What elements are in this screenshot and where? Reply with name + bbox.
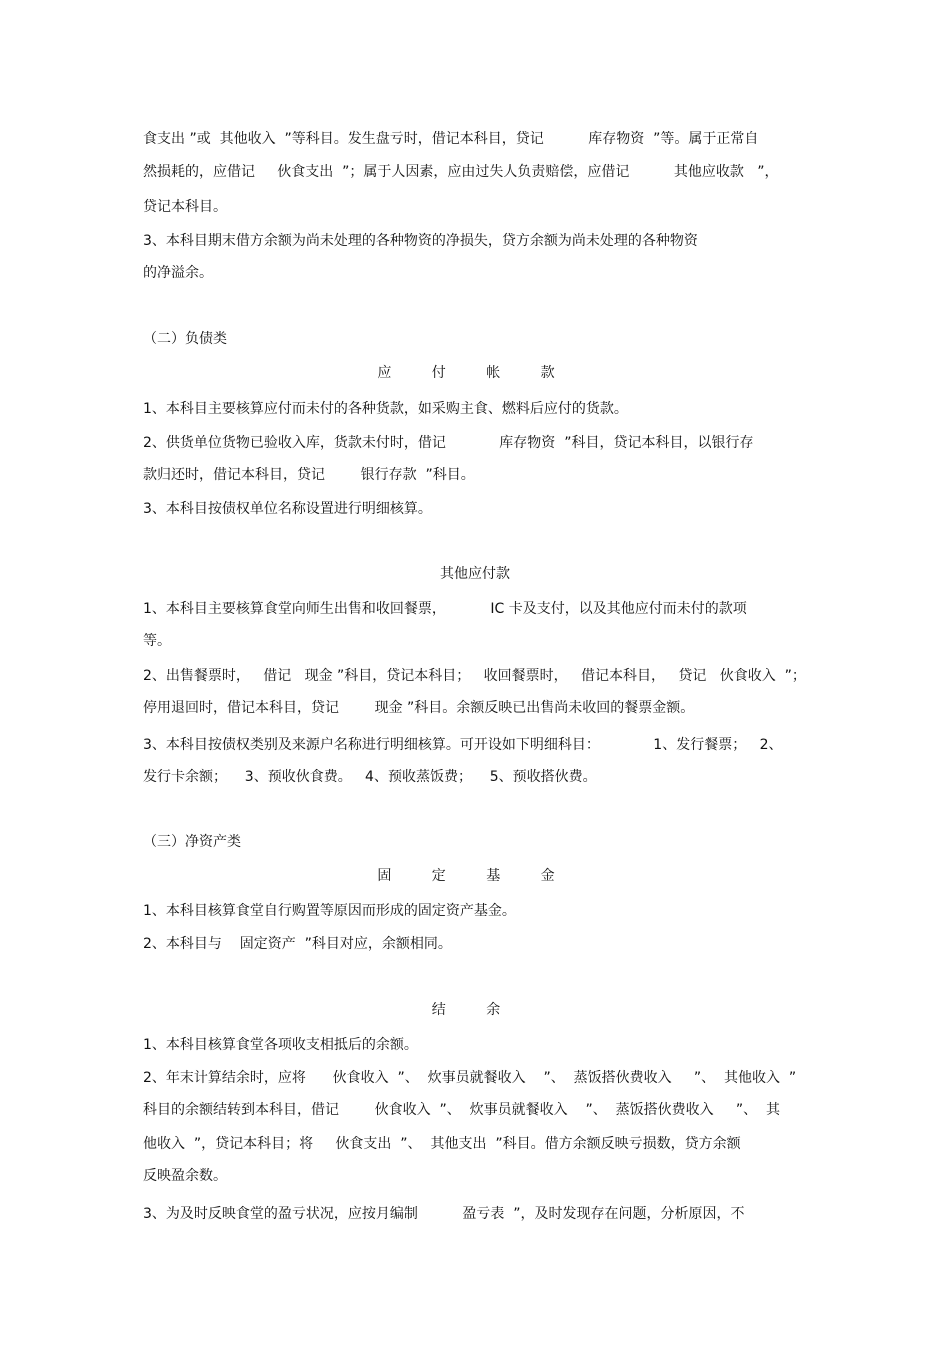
subject-title: 结 余 bbox=[431, 1002, 519, 1018]
text-line: 的净溢余。 bbox=[143, 265, 213, 281]
text-line: 反映盈余数。 bbox=[143, 1168, 227, 1184]
text-line: 2、供货单位货物已验收入库，货款未付时，借记 库存物资 ”科目，贷记本科目，以银行存 bbox=[143, 435, 754, 451]
text-line: 1、本科目核算食堂各项收支相抵后的余额。 bbox=[143, 1037, 418, 1053]
section-heading: （二）负债类 bbox=[143, 331, 227, 347]
text-line: 2、年末计算结余时，应将 伙食收入 ”、 炊事员就餐收入 ”、 蒸饭搭伙费收入 ”、 其他收入 ” bbox=[143, 1070, 797, 1086]
text-line: 1、本科目主要核算食堂向师生出售和收回餐票， IC 卡及支付，以及其他应付而未付的款项 bbox=[143, 601, 747, 617]
text-line: 款归还时，借记本科目，贷记 银行存款 ”科目。 bbox=[143, 467, 475, 483]
text-line: 科目的余额结转到本科目，借记 伙食收入 ”、 炊事员就餐收入 ”、 蒸饭搭伙费收入 ”、 其 bbox=[143, 1102, 781, 1118]
text-line: 等。 bbox=[143, 633, 171, 649]
text-line: 然损耗的，应借记 伙食支出 ”；属于人因素，应由过失人负责赔偿，应借记 其他应收款 ”， bbox=[143, 164, 779, 180]
subject-title: 其他应付款 bbox=[440, 566, 510, 582]
text-line: 3、本科目按债权类别及来源户名称进行明细核算。可开设如下明细科目： 1、发行餐票； 2、 bbox=[143, 737, 783, 753]
text-line: 2、本科目与 固定资产 ”科目对应，余额相同。 bbox=[143, 936, 452, 952]
text-line: 1、本科目核算食堂自行购置等原因而形成的固定资产基金。 bbox=[143, 903, 516, 919]
text-line: 贷记本科目。 bbox=[143, 199, 227, 215]
section-heading: （三）净资产类 bbox=[143, 834, 241, 850]
text-line: 2、出售餐票时， 借记 现金 ”科目，贷记本科目； 收回餐票时， 借记本科目， 贷记 伙食收入 ”； bbox=[143, 668, 806, 684]
subject-title: 固 定 基 金 bbox=[377, 868, 573, 884]
subject-title: 应 付 帐 款 bbox=[377, 365, 573, 381]
text-line: 停用退回时，借记本科目，贷记 现金 ”科目。余额反映已出售尚未收回的餐票金额。 bbox=[143, 700, 695, 716]
text-line: 他收入 ”，贷记本科目；将 伙食支出 ”、 其他支出 ”科目。借方余额反映亏损数，贷方余额 bbox=[143, 1136, 741, 1152]
text-line: 3、本科目期末借方余额为尚未处理的各种物资的净损失，贷方余额为尚未处理的各种物资 bbox=[143, 233, 698, 249]
text-line: 1、本科目主要核算应付而未付的各种货款，如采购主食、燃料后应付的货款。 bbox=[143, 401, 628, 417]
text-line: 食支出 ”或 其他收入 ”等科目。发生盘亏时，借记本科目，贷记 库存物资 ”等。属于正常自 bbox=[143, 131, 759, 147]
text-line: 发行卡余额； 3、预收伙食费。 4、预收蒸饭费； 5、预收搭伙费。 bbox=[143, 769, 597, 785]
text-line: 3、为及时反映食堂的盈亏状况，应按月编制 盈亏表 ”，及时发现存在问题，分析原因，不 bbox=[143, 1206, 745, 1222]
text-line: 3、本科目按债权单位名称设置进行明细核算。 bbox=[143, 501, 432, 517]
